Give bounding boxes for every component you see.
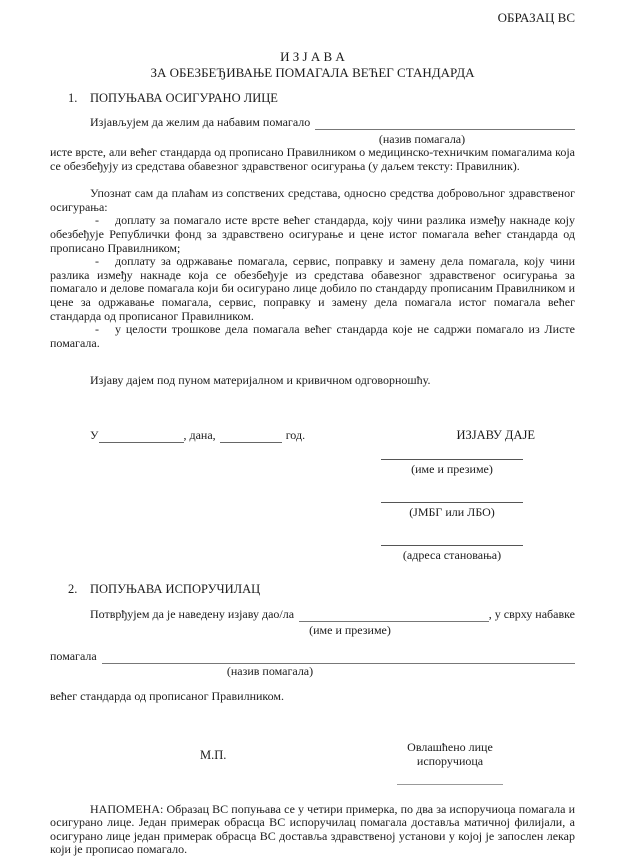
section-2-number: 2.: [68, 581, 78, 596]
place-date-row: [50, 428, 575, 443]
address-caption: (адреса становања): [402, 547, 502, 562]
section-1-heading: [50, 91, 575, 106]
aid-prefix-2: помагала: [50, 648, 97, 663]
signature-block: [357, 459, 547, 562]
authorized-line-2: испоручиоца: [416, 753, 484, 768]
note-paragraph: НАПОМЕНА: Образац ВС попуњава се у четири примерка, по два за испоручиоца помагала и осигурано лице. Један примерак обрасца ВС испоручилац помагала доставља матичној филијали, а осигурано лице један примерак обрасца ВС доставља здравственој установи у којој је запослен лекар који је прописао помагало.: [50, 801, 575, 857]
aid-name-caption: (назив помагала): [378, 132, 466, 146]
aid-name-blank-field-2[interactable]: [102, 651, 575, 664]
signature-item-address: [381, 545, 523, 562]
id-signature-field[interactable]: [381, 502, 523, 503]
section-2-heading-label: ПОПУЊАВА ИСПОРУЧИЛАЦ: [90, 581, 261, 596]
year-label: год.: [285, 427, 306, 442]
giver-name-blank-field[interactable]: [299, 609, 489, 622]
bullet-dash: -: [95, 322, 99, 337]
bullet-text-1: доплату за помагало исте врсте већег стандарда, коју чини разлика између накнаде коју обезбеђује Републички фонд за здравствено осигурање и цене истог помагала већег стандарда од прописано Правилником;: [50, 213, 575, 255]
confirmation-row: [50, 607, 575, 622]
date-blank-field[interactable]: [220, 430, 282, 443]
authorized-line-1: Овлашћено лице: [407, 739, 493, 754]
payment-paragraph: Упознат сам да плаћам из сопствених средстава, односно средства добровољног здравственог осигурања:: [50, 186, 575, 214]
bullet-text-2: доплату за одржавање помагала, сервис, поправку и замену дела помагала, коју чини разлика између накнаде која се обезбеђује из средстава обавезног здравственог осигурања за помагало и делове помагала који би осигурано лице добило по стандарду прописаним Правилником и цене за одржавање помагала, сервис, поправку и замену дела помагала истог помагала већег стандарда од прописаног Правилником.: [50, 254, 575, 323]
authorized-person-block: [355, 740, 545, 785]
aid-name-blank-field[interactable]: [315, 117, 575, 130]
bullet-item-1: [50, 214, 575, 255]
aid-name-caption-2: (назив помагала): [226, 663, 314, 678]
name-caption: (име и презиме): [411, 461, 493, 476]
section-1-number: 1.: [68, 91, 78, 105]
confirmation-suffix: , у сврху набавке: [488, 606, 575, 621]
name-signature-field[interactable]: [381, 459, 523, 460]
place-prefix: У: [90, 427, 99, 442]
intro-paragraph: исте врсте, али већег стандарда од прописано Правилником о медицинско-техничким помагалима која се обезбеђују из средстава обавезног здравственог осигурања (у даљем тексту: Правилник).: [50, 145, 575, 173]
bullet-dash: -: [95, 254, 99, 269]
bullet-item-3: [50, 323, 575, 350]
section-2-heading: [50, 582, 575, 597]
address-signature-field[interactable]: [381, 545, 523, 546]
id-caption: (ЈМБГ или ЛБО): [409, 504, 495, 519]
place-blank-field[interactable]: [99, 430, 184, 443]
title-line-2: ЗА ОБЕЗБЕЂИВАЊЕ ПОМАГАЛА ВЕЋЕГ СТАНДАРДА: [150, 65, 475, 80]
signature-item-name: [381, 459, 523, 476]
confirmation-prefix: Потврђујем да је наведену изјаву дао/ла: [90, 606, 295, 621]
date-label: , дана,: [183, 427, 216, 442]
aid-name-prefix: Изјављујем да желим да набавим помагало: [90, 115, 311, 129]
section-1-heading-label: ПОПУЊАВА ОСИГУРАНО ЛИЦЕ: [90, 91, 278, 105]
authorized-signature-field[interactable]: [397, 784, 503, 785]
aid-name-row-2: [50, 649, 575, 664]
bullet-item-2: [50, 255, 575, 323]
document-title: [50, 49, 575, 81]
responsibility-statement: Изјаву дајем под пуном материјалном и кривичном одговорношћу.: [90, 373, 431, 388]
aid-name-row: [50, 115, 575, 130]
form-code: ОБРАЗАЦ ВС: [497, 10, 575, 25]
bullet-text-3: у целости трошкове дела помагала већег стандарда које не садржи помагало из Листе помагала.: [50, 322, 575, 350]
signature-item-id: [381, 502, 523, 519]
title-line-1: И З Ј А В А: [280, 49, 345, 64]
bullet-dash: -: [95, 213, 99, 228]
giver-name-caption: (име и презиме): [309, 622, 391, 637]
stamp-signature-row: [50, 740, 575, 785]
stamp-placeholder: М.П.: [200, 747, 227, 762]
aid-suffix-text: већег стандарда од прописаног Правилником.: [50, 688, 285, 703]
statement-giver-heading: ИЗЈАВУ ДАЈЕ: [456, 427, 535, 442]
